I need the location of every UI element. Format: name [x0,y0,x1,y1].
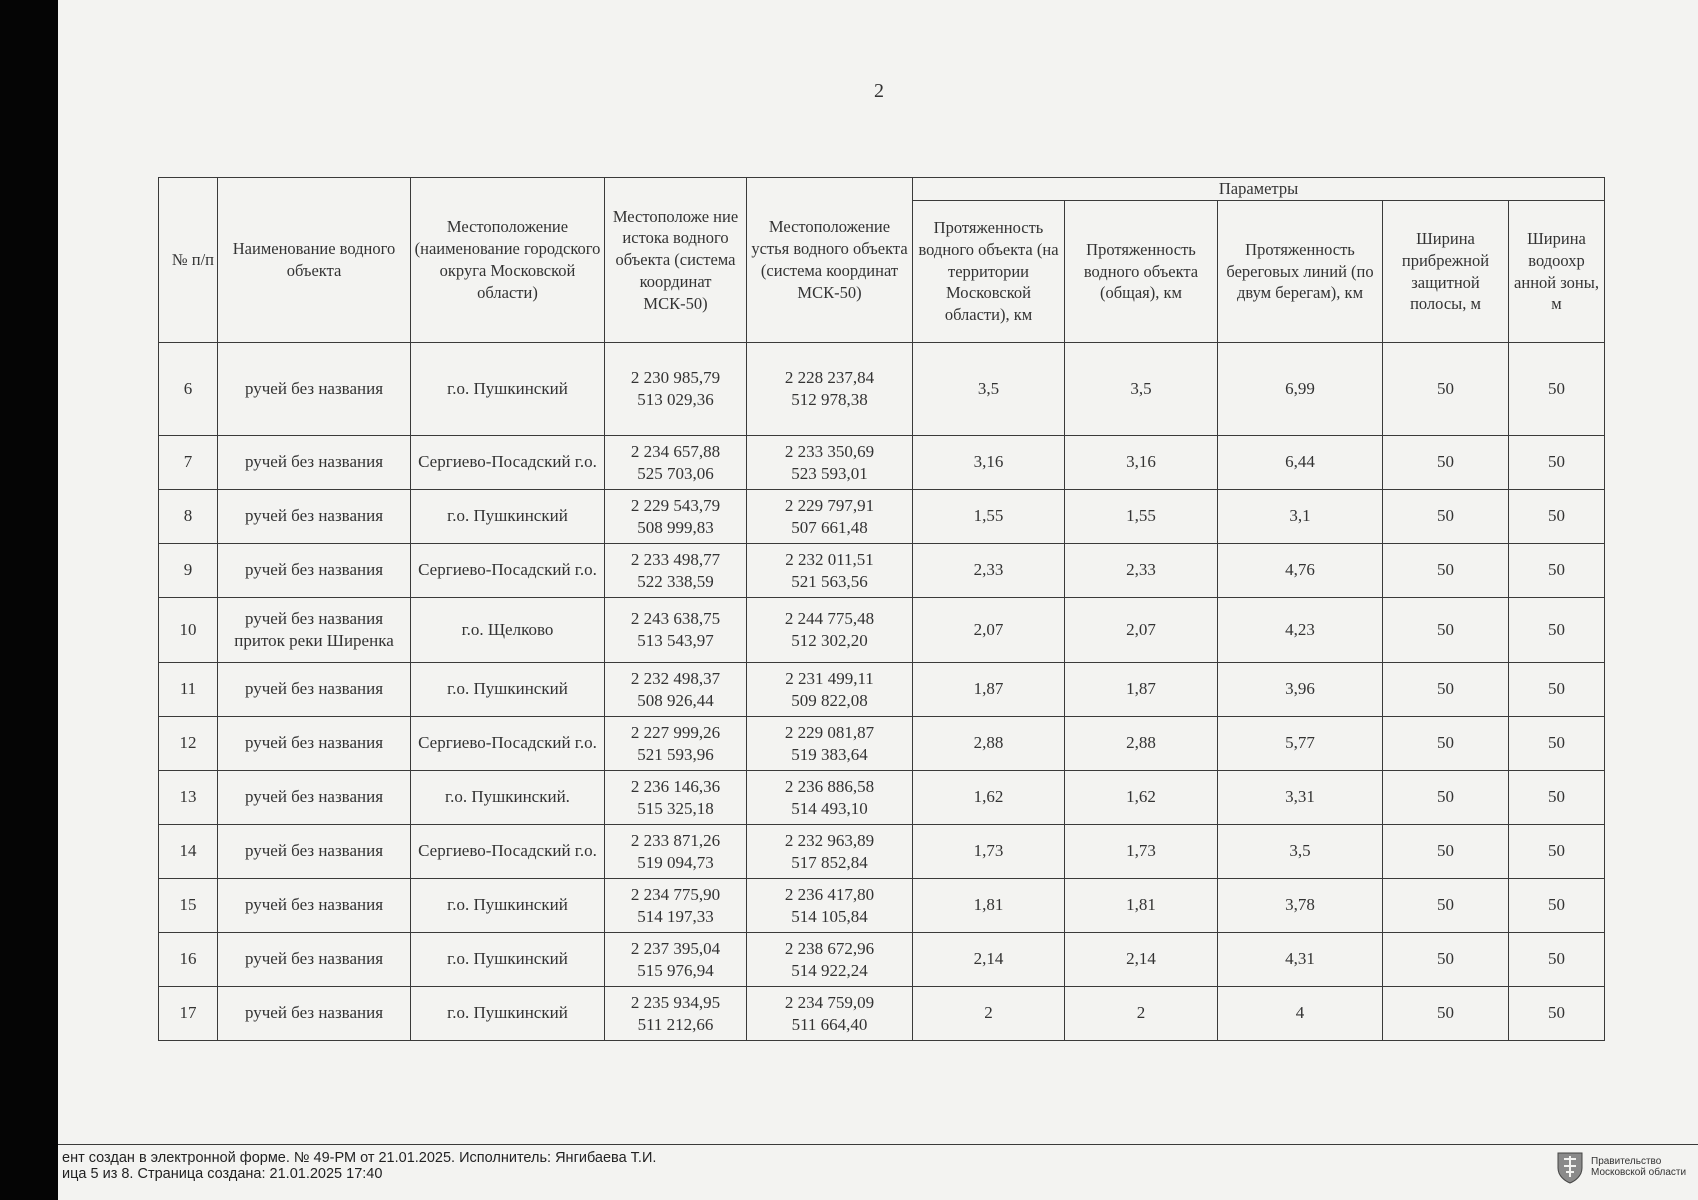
cell-length-total: 1,55 [1065,490,1218,544]
cell-source-line-2: 513 543,97 [637,631,714,650]
cell-coastal-strip: 50 [1383,544,1509,598]
cell-coastal-strip: 50 [1383,598,1509,663]
cell-mouth-line-1: 2 236 886,58 [784,776,875,796]
cell-length-total: 2,14 [1065,933,1218,987]
cell-source-line-2: 522 338,59 [637,571,714,591]
cell-mouth-line-2: 512 302,20 [791,631,868,650]
footer-line-2: ица 5 из 8. Страница создана: 21.01.2025 17:40 [62,1166,383,1182]
cell-num: 16 [159,933,218,987]
cell-length-total: 1,81 [1065,879,1218,933]
cell-name: ручей без названия [218,544,411,598]
cell-water-zone: 50 [1509,436,1605,490]
cell-shore: 3,31 [1218,771,1383,825]
cell-mouth-line-1: 2 232 011,51 [785,549,874,569]
cell-mouth-line-2: 509 822,08 [791,690,868,710]
cell-length-total: 2,88 [1065,717,1218,771]
cell-length-total: 2,07 [1065,598,1218,663]
footer-line-1: ент создан в электронной форме. № 49-РМ от 21.01.2025. Исполнитель: Янгибаева Т.И. [62,1150,657,1166]
cell-name: ручей без названия [218,987,411,1041]
table-body [159,343,1605,1041]
cell-source-line-1: 2 234 657,88 [630,441,721,461]
cell-water-zone: 50 [1509,544,1605,598]
cell-num: 12 [159,717,218,771]
cell-location: Сергиево-Посадский г.о. [411,717,605,771]
cell-num: 8 [159,490,218,544]
page-number: 2 [874,80,884,102]
cell-length-region: 1,81 [913,879,1065,933]
cell-mouth-line-2: 519 383,64 [791,744,868,764]
cell-coastal-strip: 50 [1383,879,1509,933]
cell-source-line-2: 514 197,33 [637,906,714,926]
cell-length-total: 1,62 [1065,771,1218,825]
cell-name: ручей без названия [218,825,411,879]
cell-source-line-1: 2 236 146,36 [630,776,721,796]
table-row [159,771,1605,825]
logo-text-line-2: Московской области [1591,1167,1687,1178]
cell-name: ручей без названия [218,663,411,717]
header-length-region: Протяженность водного объекта (на территории Московской области), км [913,201,1065,343]
cell-mouth-line-2: 521 563,56 [791,571,868,591]
cell-source [605,598,747,663]
cell-length-region: 2,33 [913,544,1065,598]
cell-shore: 3,78 [1218,879,1383,933]
header-water-zone: Ширина водоохр анной зоны, м [1509,201,1605,343]
cell-source [605,663,747,717]
cell-num: 6 [159,343,218,436]
cell-source-line-2: 515 325,18 [637,798,714,818]
cell-water-zone: 50 [1509,879,1605,933]
cell-source-line-1: 2 227 999,26 [630,722,721,742]
cell-shore: 4,23 [1218,598,1383,663]
cell-water-zone: 50 [1509,717,1605,771]
table-row [159,663,1605,717]
cell-source-line-1: 2 237 395,04 [630,938,721,958]
cell-mouth-line-2: 514 493,10 [791,798,868,818]
table-row [159,490,1605,544]
cell-length-total: 1,87 [1065,663,1218,717]
cell-source-line-2: 511 212,66 [637,1014,714,1034]
cell-length-total: 3,16 [1065,436,1218,490]
cell-mouth-line-2: 511 664,40 [791,1014,868,1034]
cell-mouth-line-1: 2 233 350,69 [784,441,875,461]
table-row [159,825,1605,879]
cell-water-zone: 50 [1509,598,1605,663]
cell-location: Сергиево-Посадский г.о. [411,436,605,490]
cell-shore: 4,31 [1218,933,1383,987]
header-length-total: Протяженность водного объекта (общая), км [1065,201,1218,343]
cell-mouth-line-1: 2 236 417,80 [784,884,875,904]
cell-source-line-1: 2 235 934,95 [630,992,721,1012]
cell-mouth-line-1: 2 244 775,48 [784,609,875,629]
cell-shore: 6,44 [1218,436,1383,490]
header-location: Местоположение (наименование городского округа Московской области) [411,178,605,343]
cell-source-line-2: 525 703,06 [637,463,714,483]
cell-source-line-2: 519 094,73 [637,852,714,872]
cell-length-total: 2,33 [1065,544,1218,598]
cell-source-line-1: 2 234 775,90 [630,884,721,904]
cell-source [605,879,747,933]
cell-mouth [747,987,913,1041]
cell-water-zone: 50 [1509,663,1605,717]
cell-name: ручей без названия [218,343,411,436]
cell-location: г.о. Пушкинский [411,879,605,933]
cell-location: г.о. Пушкинский [411,987,605,1041]
cell-source [605,771,747,825]
table-row [159,717,1605,771]
cell-mouth [747,436,913,490]
cell-length-region: 2,14 [913,933,1065,987]
cell-mouth [747,933,913,987]
cell-mouth-line-1: 2 238 672,96 [784,938,875,958]
cell-name: ручей без названия [218,771,411,825]
cell-shore: 3,96 [1218,663,1383,717]
cell-water-zone: 50 [1509,825,1605,879]
cell-mouth [747,490,913,544]
cell-source [605,436,747,490]
cell-num: 15 [159,879,218,933]
cell-mouth-line-1: 2 228 237,84 [784,368,875,388]
cell-source [605,933,747,987]
cell-source-line-1: 2 233 498,77 [630,549,721,569]
logo-text-line-1: Правительство [1591,1156,1662,1167]
cell-coastal-strip: 50 [1383,933,1509,987]
cell-shore: 6,99 [1218,343,1383,436]
cell-location: г.о. Пушкинский [411,933,605,987]
cell-num: 7 [159,436,218,490]
cell-length-total: 2 [1065,987,1218,1041]
cell-length-region: 1,87 [913,663,1065,717]
cell-mouth-line-2: 523 593,01 [791,463,868,483]
cell-location: г.о. Пушкинский [411,490,605,544]
cell-name: ручей без названия [218,717,411,771]
cell-length-region: 1,73 [913,825,1065,879]
cell-length-region: 1,62 [913,771,1065,825]
cell-length-region: 3,5 [913,343,1065,436]
cell-source-line-1: 2 229 543,79 [630,495,721,515]
cell-source [605,717,747,771]
cell-mouth [747,544,913,598]
cell-source [605,544,747,598]
cell-mouth [747,343,913,436]
cell-mouth-line-2: 514 105,84 [791,906,868,926]
cell-location: г.о. Пушкинский [411,343,605,436]
water-objects-table [158,177,1605,1041]
cell-mouth [747,598,913,663]
cell-source [605,343,747,436]
cell-coastal-strip: 50 [1383,825,1509,879]
cell-length-region: 3,16 [913,436,1065,490]
cell-mouth-line-1: 2 229 797,91 [784,495,875,515]
header-name: Наименование водного объекта [218,178,411,343]
government-logo [1555,1150,1686,1184]
cell-name: ручей без названия [218,933,411,987]
cell-shore: 3,1 [1218,490,1383,544]
cell-mouth-line-1: 2 231 499,11 [785,668,874,688]
cell-length-region: 2,07 [913,598,1065,663]
cell-shore: 5,77 [1218,717,1383,771]
cell-coastal-strip: 50 [1383,663,1509,717]
cell-coastal-strip: 50 [1383,436,1509,490]
cell-location: Сергиево-Посадский г.о. [411,544,605,598]
header-num: № п/п [159,178,218,343]
cell-location: г.о. Пушкинский [411,663,605,717]
table-row [159,544,1605,598]
cell-location: г.о. Щелково [411,598,605,663]
cell-coastal-strip: 50 [1383,343,1509,436]
cell-source [605,490,747,544]
cell-mouth [747,663,913,717]
cell-location: г.о. Пушкинский. [411,771,605,825]
table-row [159,436,1605,490]
cell-mouth-line-2: 517 852,84 [791,852,868,872]
cell-length-region: 1,55 [913,490,1065,544]
cell-mouth [747,717,913,771]
cell-mouth-line-1: 2 234 759,09 [784,992,875,1012]
cell-source-line-1: 2 232 498,37 [630,668,721,688]
cell-mouth-line-2: 514 922,24 [791,960,868,980]
cell-coastal-strip: 50 [1383,490,1509,544]
scan-left-border [0,0,58,1200]
cell-name: ручей без названия приток реки Ширенка [218,598,411,663]
cell-mouth-line-2: 507 661,48 [791,517,868,537]
header-shore: Протяженность береговых линий (по двум берегам), км [1218,201,1383,343]
cell-name: ручей без названия [218,436,411,490]
cell-coastal-strip: 50 [1383,987,1509,1041]
cell-mouth [747,771,913,825]
cell-source-line-2: 515 976,94 [637,960,714,980]
cell-num: 13 [159,771,218,825]
table-row [159,933,1605,987]
cell-mouth [747,879,913,933]
header-coastal-strip: Ширина прибрежной защитной полосы, м [1383,201,1509,343]
footer-divider [58,1144,1698,1145]
cell-num: 14 [159,825,218,879]
coat-of-arms-icon [1555,1150,1585,1184]
cell-length-region: 2 [913,987,1065,1041]
cell-source [605,987,747,1041]
cell-coastal-strip: 50 [1383,717,1509,771]
cell-source-line-1: 2 230 985,79 [630,368,721,388]
table-row [159,987,1605,1041]
cell-location: Сергиево-Посадский г.о. [411,825,605,879]
cell-mouth [747,825,913,879]
cell-source [605,825,747,879]
table-row [159,879,1605,933]
cell-mouth-line-1: 2 229 081,87 [784,722,875,742]
header-source: Местоположе ние истока водного объекта (система координат МСК-50) [605,178,747,343]
cell-shore: 4 [1218,987,1383,1041]
cell-num: 10 [159,598,218,663]
cell-length-region: 2,88 [913,717,1065,771]
cell-source-line-1: 2 233 871,26 [630,830,721,850]
cell-num: 17 [159,987,218,1041]
cell-shore: 4,76 [1218,544,1383,598]
cell-length-total: 1,73 [1065,825,1218,879]
cell-mouth-line-2: 512 978,38 [791,390,868,409]
cell-mouth-line-1: 2 232 963,89 [784,830,875,850]
cell-name: ручей без названия [218,490,411,544]
header-params: Параметры [913,178,1605,201]
cell-source-line-2: 521 593,96 [637,744,714,764]
cell-length-total: 3,5 [1065,343,1218,436]
cell-water-zone: 50 [1509,933,1605,987]
table-row [159,598,1605,663]
footer-text [62,1150,656,1182]
table-row [159,343,1605,436]
cell-source-line-2: 513 029,36 [637,390,714,409]
cell-shore: 3,5 [1218,825,1383,879]
cell-num: 9 [159,544,218,598]
cell-water-zone: 50 [1509,987,1605,1041]
cell-water-zone: 50 [1509,490,1605,544]
cell-coastal-strip: 50 [1383,771,1509,825]
header-mouth: Местоположение устья водного объекта (система координат МСК-50) [747,178,913,343]
cell-name: ручей без названия [218,879,411,933]
cell-source-line-1: 2 243 638,75 [630,609,721,629]
cell-source-line-2: 508 999,83 [637,517,714,537]
cell-water-zone: 50 [1509,771,1605,825]
cell-source-line-2: 508 926,44 [637,690,714,710]
cell-water-zone: 50 [1509,343,1605,436]
cell-num: 11 [159,663,218,717]
